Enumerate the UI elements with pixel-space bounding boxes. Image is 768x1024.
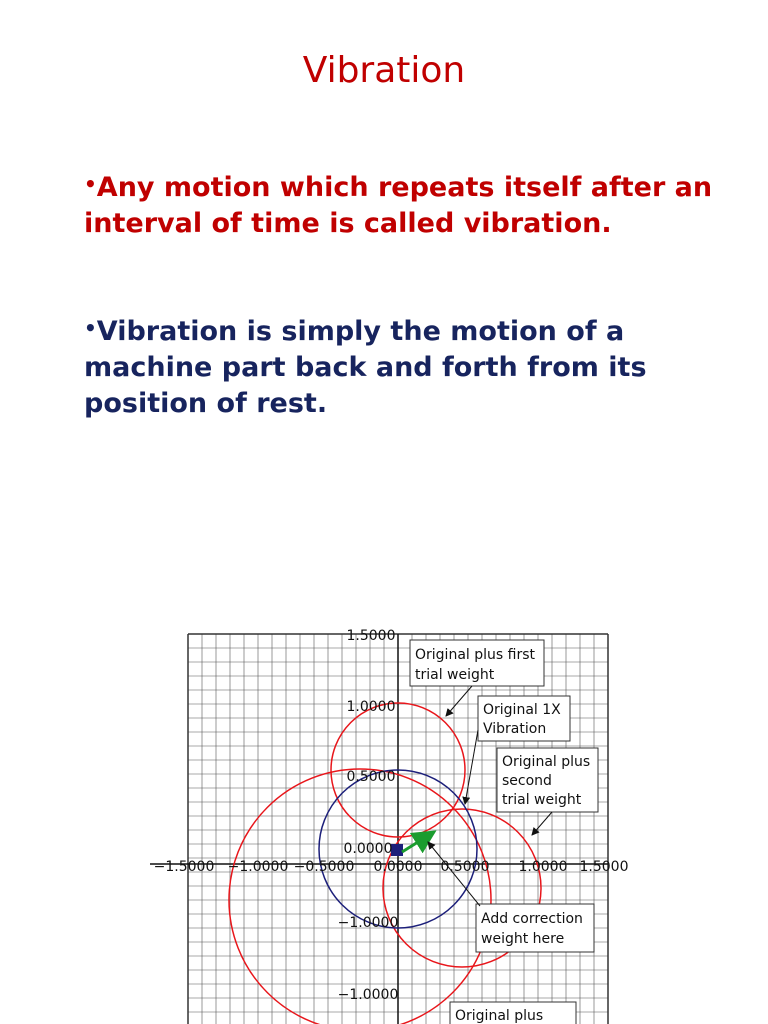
bullet-description [84,310,724,422]
y-tick-label: 0.5000 [346,769,396,785]
callout-line: Add correction [481,911,583,927]
polar-vibration-figure [140,620,628,1024]
x-tick-label: 0.0000 [373,859,423,875]
callout-line: Original 1X [483,702,561,718]
x-tick-label: 1.5000 [579,859,628,875]
y-tick-label: 0.0000 [343,841,393,857]
bullet-marker: • [84,316,97,340]
x-tick-label: −1.5000 [153,859,215,875]
x-tick-label: −0.5000 [293,859,355,875]
callout-line: Original plus [502,754,591,770]
slide-title: Vibration [302,50,466,91]
callout-line: second [502,773,552,789]
bullet-text: Vibration is simply the motion of a machine part back and forth from its position of rest. [84,316,647,419]
callout-line: Vibration [483,721,547,737]
bullet-definition [84,166,724,242]
callout-bottom [450,1002,576,1024]
bullet-text: Any motion which repeats itself after an interval of time is called vibration. [84,172,713,239]
bullet-marker: • [84,172,97,196]
callout-line: trial weight [502,792,582,808]
large-trial-circle [229,769,491,1024]
axes [150,634,608,1024]
callout-line: trial weight [415,667,495,683]
callout-line: Original plus [455,1008,544,1024]
callout-second-trial [497,748,598,835]
y-tick-label: −1.0000 [337,915,399,931]
callout-line: weight here [481,931,565,947]
y-tick-label: 1.5000 [346,628,396,644]
x-tick-labels [154,859,628,875]
x-tick-label: 0.5000 [440,859,490,875]
y-tick-label: 1.0000 [346,699,396,715]
y-tick-label: −1.0000 [337,987,399,1003]
x-tick-label: −1.0000 [227,859,289,875]
callout-line: Original plus first [415,647,535,663]
origin-marker [391,844,403,856]
y-tick-labels [338,628,399,1003]
x-tick-label: 1.0000 [518,859,568,875]
